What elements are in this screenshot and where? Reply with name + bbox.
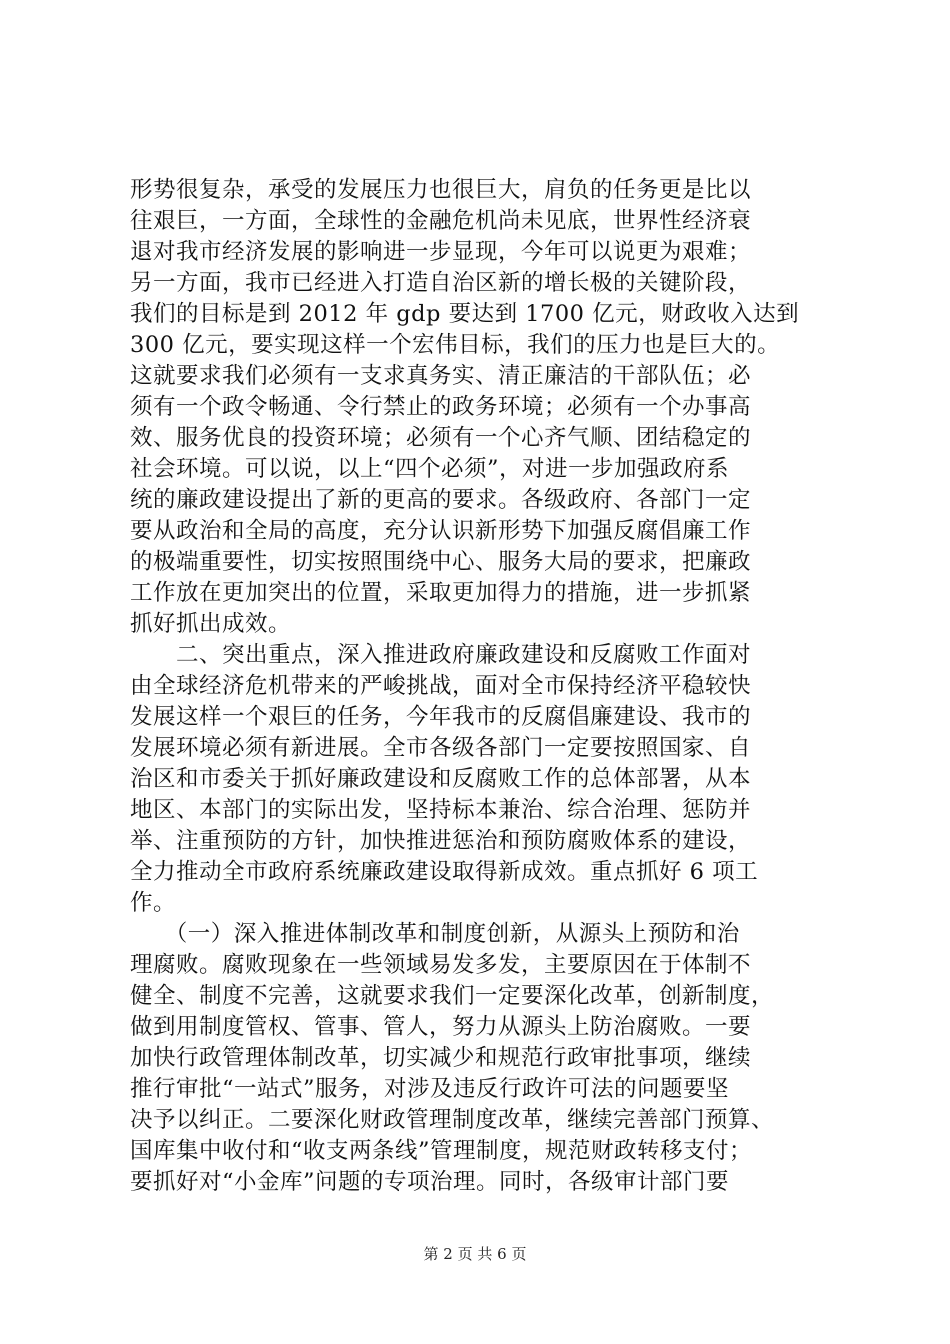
text-line: 做到用制度管权、管事、管人，努力从源头上防治腐败。一要 (130, 1014, 752, 1040)
text-line: 要抓好对“小金库”问题的专项治理。同时，各级审计部门要 (130, 1169, 730, 1195)
text-line: 工作放在更加突出的位置，采取更加得力的措施，进一步抓紧 (130, 580, 752, 606)
text-line: 效、服务优良的投资环境；必须有一个心齐气顺、团结稳定的 (130, 425, 752, 451)
text-line: （一）深入推进体制改革和制度创新，从源头上预防和治 (130, 921, 740, 947)
text-line: 的极端重要性，切实按照围绕中心、服务大局的要求，把廉政 (130, 549, 752, 575)
text-line: 抓好抓出成效。 (130, 611, 292, 637)
text-line: 作。 (130, 890, 177, 916)
text-line: 另一方面，我市已经进入打造自治区新的增长极的关键阶段， (130, 270, 752, 296)
text-line: 发展环境必须有新进展。全市各级各部门一定要按照国家、自 (130, 735, 752, 761)
text-line: 发展这样一个艰巨的任务，今年我市的反腐倡廉建设、我市的 (130, 704, 752, 730)
text-line: 我们的目标是到 2012 年 gdp 要达到 1700 亿元，财政收入达到 (130, 301, 800, 327)
text-line: 社会环境。可以说，以上“四个必须”，对进一步加强政府系 (130, 456, 730, 482)
text-line: 举、注重预防的方针，加快推进惩治和预防腐败体系的建设， (130, 828, 752, 854)
text-line: 二、突出重点，深入推进政府廉政建设和反腐败工作面对 (130, 642, 752, 668)
text-line: 全力推动全市政府系统廉政建设取得新成效。重点抓好 6 项工 (130, 859, 759, 885)
text-line: 形势很复杂，承受的发展压力也很巨大，肩负的任务更是比以 (130, 177, 752, 203)
text-line: 地区、本部门的实际出发，坚持标本兼治、综合治理、惩防并 (130, 797, 752, 823)
text-line: 要从政治和全局的高度，充分认识新形势下加强反腐倡廉工作 (130, 518, 752, 544)
text-line: 健全、制度不完善，这就要求我们一定要深化改革，创新制度， (130, 983, 775, 1009)
text-line: 须有一个政令畅通、令行禁止的政务环境；必须有一个办事高 (130, 394, 752, 420)
page-footer (0, 1244, 950, 1264)
text-line: 统的廉政建设提出了新的更高的要求。各级政府、各部门一定 (130, 487, 752, 513)
text-line: 由全球经济危机带来的严峻挑战，面对全市保持经济平稳较快 (130, 673, 752, 699)
text-line: 国库集中收付和“收支两条线”管理制度，规范财政转移支付； (130, 1138, 753, 1164)
text-line: 推行审批“一站式”服务，对涉及违反行政许可法的问题要坚 (130, 1076, 730, 1102)
body-text (130, 175, 830, 1198)
text-line: 决予以纠正。二要深化财政管理制度改革，继续完善部门预算、 (130, 1107, 775, 1133)
text-line: 理腐败。腐败现象在一些领域易发多发，主要原因在于体制不 (130, 952, 752, 978)
text-line: 加快行政管理体制改革，切实减少和规范行政审批事项，继续 (130, 1045, 752, 1071)
text-line: 治区和市委关于抓好廉政建设和反腐败工作的总体部署，从本 (130, 766, 752, 792)
text-line: 这就要求我们必须有一支求真务实、清正廉洁的干部队伍；必 (130, 363, 752, 389)
text-line: 退对我市经济发展的影响进一步显现，今年可以说更为艰难； (130, 239, 752, 265)
text-line: 往艰巨，一方面，全球性的金融危机尚未见底，世界性经济衰 (130, 208, 752, 234)
text-line: 300 亿元，要实现这样一个宏伟目标，我们的压力也是巨大的。 (130, 332, 781, 358)
page-number: 第 2 页 共 6 页 (423, 1245, 527, 1263)
